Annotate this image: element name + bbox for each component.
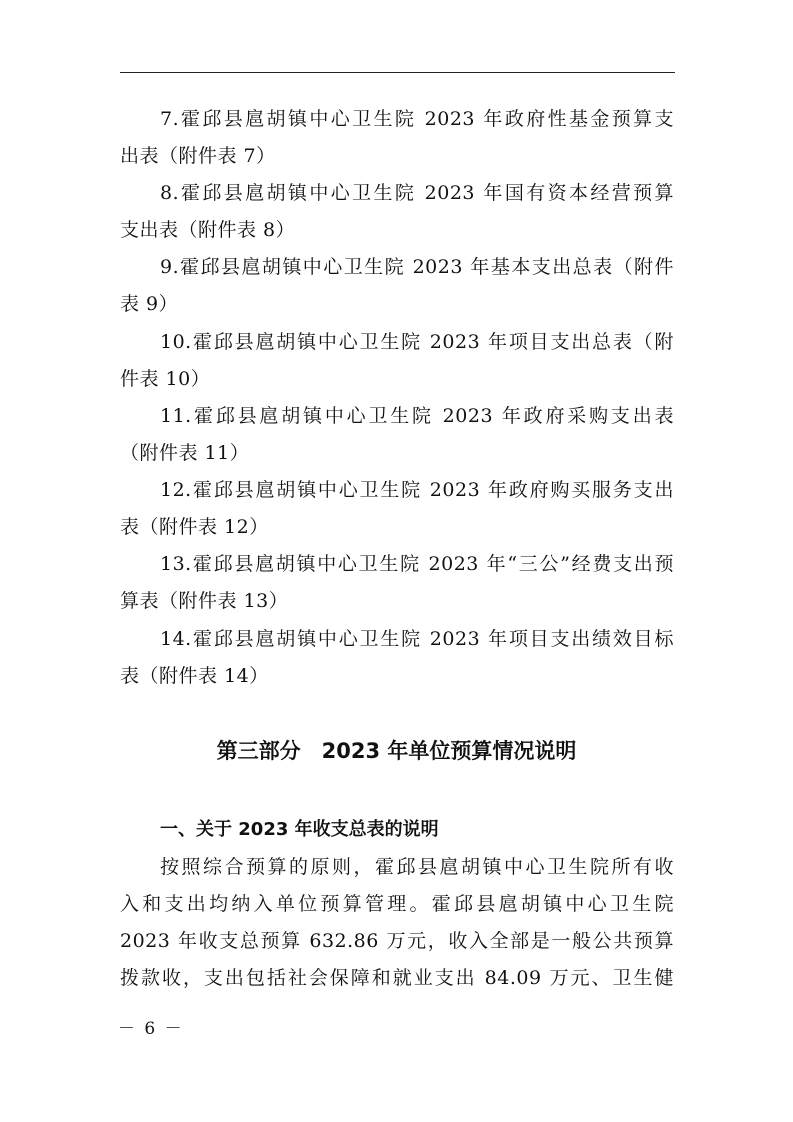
list-item-line-2: 支出表（附件表 8） [120,219,296,241]
page-number: － 6 － [118,1019,184,1039]
section-title: 第三部分 2023 年单位预算情况说明 [216,739,577,763]
subheading: 一、关于 2023 年收支总表的说明 [160,819,439,840]
paragraph-line: 按照综合预算的原则，霍邱县扈胡镇中心卫生院所有收 [160,856,674,878]
header-rule [120,72,675,73]
list-item-line-2: 出表（附件表 7） [120,145,276,167]
list-item-line-1: 11.霍邱县扈胡镇中心卫生院 2023 年政府采购支出表 [160,405,674,427]
list-item-line-2: 表（附件表 12） [120,516,269,538]
paragraph-line: 入和支出均纳入单位预算管理。霍邱县扈胡镇中心卫生院 [120,893,674,915]
list-item-line-2: 表 9） [120,293,179,315]
list-item-line-2: （附件表 11） [120,442,250,464]
paragraph-line: 2023 年收支总预算 632.86 万元，收入全部是一般公共预算 [120,930,674,952]
list-item-line-2: 算表（附件表 13） [120,590,289,612]
list-item-line-1: 9.霍邱县扈胡镇中心卫生院 2023 年基本支出总表（附件 [160,256,674,278]
list-item-line-1: 7.霍邱县扈胡镇中心卫生院 2023 年政府性基金预算支 [160,108,674,130]
list-item-line-1: 13.霍邱县扈胡镇中心卫生院 2023 年“三公”经费支出预 [160,553,674,575]
paragraph-line: 拨款收，支出包括社会保障和就业支出 84.09 万元、卫生健 [120,967,674,989]
list-item-line-2: 表（附件表 14） [120,665,269,687]
list-item-line-1: 8.霍邱县扈胡镇中心卫生院 2023 年国有资本经营预算 [160,182,674,204]
list-item-line-1: 10.霍邱县扈胡镇中心卫生院 2023 年项目支出总表（附 [160,331,674,353]
list-item-line-1: 12.霍邱县扈胡镇中心卫生院 2023 年政府购买服务支出 [160,479,674,501]
list-item-line-2: 件表 10） [120,368,211,390]
list-item-line-1: 14.霍邱县扈胡镇中心卫生院 2023 年项目支出绩效目标 [160,628,674,650]
